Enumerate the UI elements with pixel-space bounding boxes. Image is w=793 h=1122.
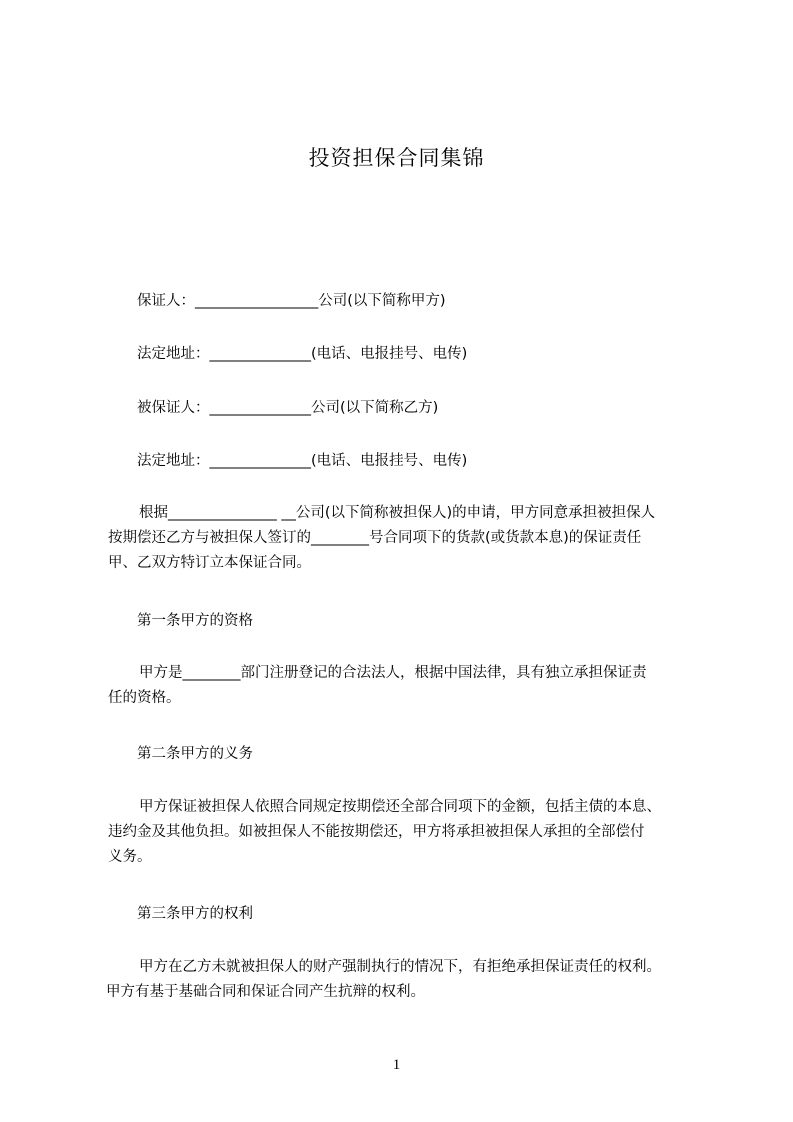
article-2-body-line: 甲方保证被担保人依照合同规定按期偿还全部合同项下的金额，包括主债的本息、 bbox=[139, 799, 661, 815]
article-1-body-line: 甲方是________部门注册登记的合法法人，根据中国法律，具有独立承担保证责 bbox=[139, 665, 647, 681]
article-2-heading: 第二条甲方的义务 bbox=[137, 746, 253, 762]
article-1-body bbox=[106, 661, 706, 711]
article-2-body bbox=[106, 795, 706, 870]
article-3-body-line: 甲方在乙方未就被担保人的财产强制执行的情况下，有拒绝承担保证责任的权利。 bbox=[139, 959, 661, 975]
article-2-body-line: 义务。 bbox=[108, 849, 152, 865]
intro-paragraph-line: 按期偿还乙方与被担保人签订的________号合同项下的货款(或货款本息)的保证责任 bbox=[108, 530, 642, 546]
guaranteed-line: 被保证人：______________公司(以下简称乙方) bbox=[137, 400, 439, 416]
intro-paragraph bbox=[106, 501, 706, 576]
article-3-body-line: 甲方有基于基础合同和保证合同产生抗辩的权利。 bbox=[106, 984, 425, 1000]
intro-paragraph-line: 甲、乙双方特订立本保证合同。 bbox=[108, 555, 311, 571]
page-number: 1 bbox=[392, 1057, 401, 1073]
document-title: 投资担保合同集锦 bbox=[308, 146, 485, 170]
article-3-heading: 第三条甲方的权利 bbox=[137, 906, 253, 922]
guarantor-line: 保证人：_________________公司(以下简称甲方) bbox=[137, 293, 446, 309]
intro-paragraph-line: 根据_______________ __公司(以下简称被担保人)的申请，甲方同意承担被担保人 bbox=[139, 505, 656, 521]
article-1-heading: 第一条甲方的资格 bbox=[137, 613, 253, 629]
guarantor-address-line: 法定地址：______________(电话、电报挂号、电传) bbox=[137, 346, 468, 362]
guaranteed-address-line: 法定地址：______________(电话、电报挂号、电传) bbox=[137, 453, 468, 469]
article-3-body bbox=[106, 955, 706, 1005]
article-1-body-line: 任的资格。 bbox=[108, 690, 181, 706]
article-2-body-line: 违约金及其他负担。如被担保人不能按期偿还，甲方将承担被担保人承担的全部偿付 bbox=[108, 824, 645, 840]
